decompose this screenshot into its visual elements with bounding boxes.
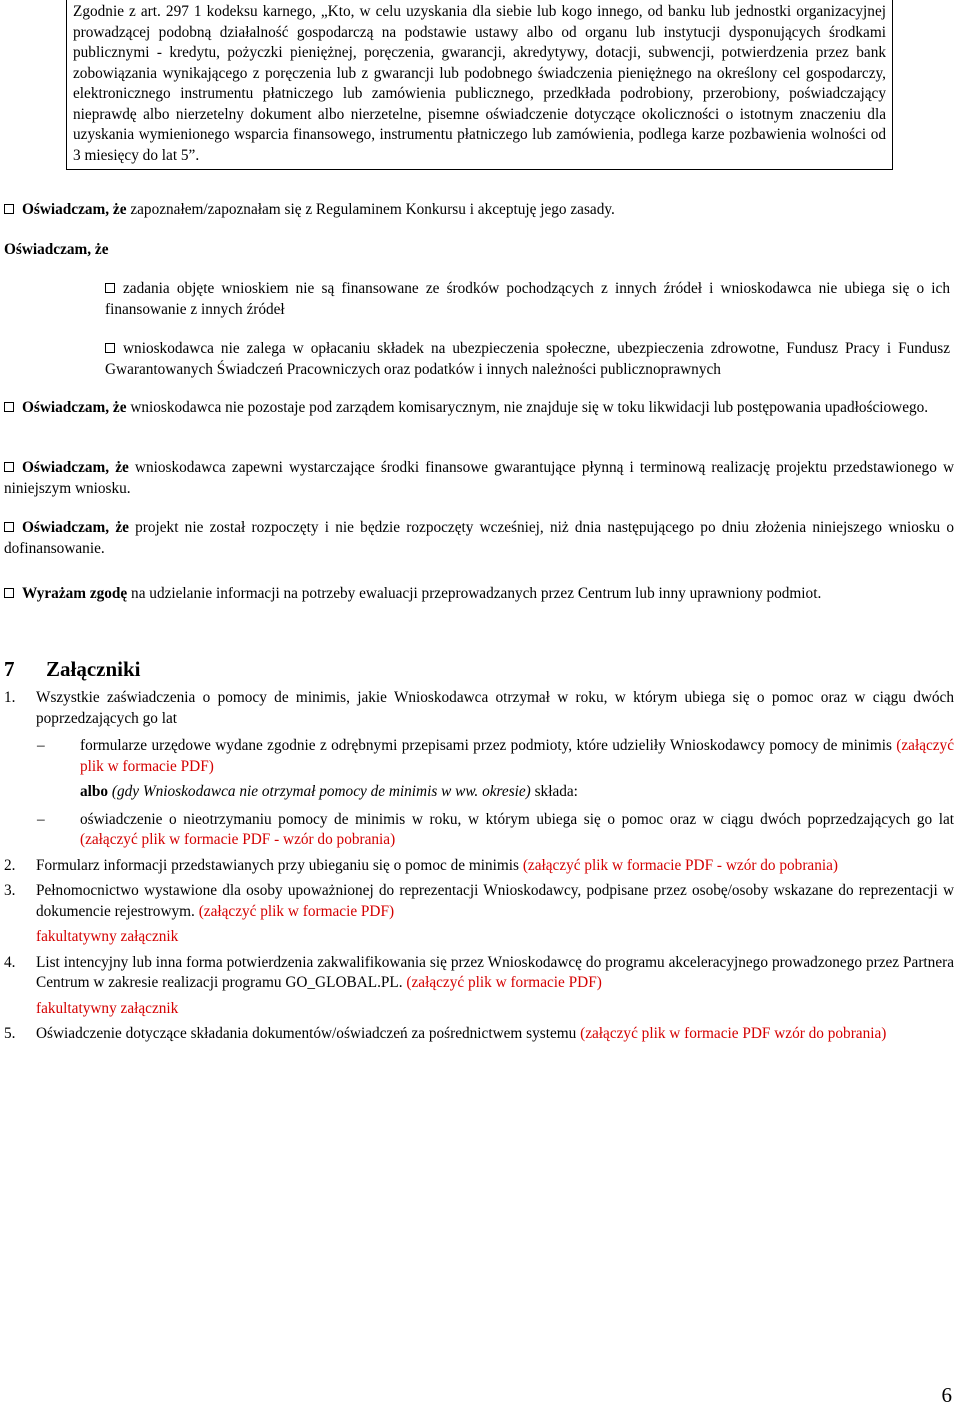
declaration-header [4,240,954,261]
dash-bullet: – [37,737,45,754]
attachment-item-4 [4,953,954,994]
item-text: Formularz informacji przedstawianych przy ubieganiu się o pomoc de minimis [36,856,523,874]
empty-checkbox-icon[interactable] [4,588,14,598]
declaration-funds [4,458,954,499]
attachment-item-5 [4,1024,954,1045]
item-number: 1. [4,689,16,706]
empty-checkbox-icon[interactable] [4,402,14,412]
declaration-project-start [4,518,954,559]
attachment-item-1 [4,688,954,729]
section-number: 7 [4,657,15,681]
declaration-lead: Wyrażam zgodę [22,585,128,602]
pdf-note: (załączyć plik w formacie PDF) [406,974,602,991]
declaration-text: zadania objęte wnioskiem nie są finansowane ze środków pochodzących z innych źródeł i wnioskodawca nie ubiega się o ich finansowanie z innych źródeł [105,280,950,318]
empty-checkbox-icon[interactable] [4,204,14,214]
pdf-note: (załączyć plik w formacie PDF wzór do pobrania) [580,1025,887,1042]
attachment-4-optional [4,999,954,1020]
item-number: 4. [4,953,16,971]
attachment-1-alternative [4,782,954,803]
optional-note: fakultatywny załącznik [36,928,179,945]
declaration-lead: Oświadczam, że [22,459,129,476]
declaration-text: wnioskodawca nie zalega w opłacaniu składek na ubezpieczenia społeczne, ubezpieczenia zdrowotne, Fundusz Pracy i Fundusz Gwarantowanych Świadczeń Pracowniczych oraz podatków i innych należności publicznoprawnych [105,340,950,378]
legal-notice-text: Zgodnie z art. 297 1 kodeksu karnego, „Kto, w celu uzyskania dla siebie lub kogo innego, od banku lub jednostki organizacyjnej prowadzącej podobną działalność gospodarczą na podstawie ustawy albo od organu lub instytucji dysponujących środkami publicznymi - kredytu, pożyczki pieniężnej, poręczenia, gwarancji, akredytywy, dotacji, subwencji, potwierdzenia przez bank zobowiązania wynikającego z poręczenia lub z gwarancji lub podobnego świadczenia pieniężnego na określony cel gospodarczy, elektronicznego instrumentu płatniczego lub zamówienia publicznego, przedkłada podrobiony, przerobiony, poświadczający nieprawdę albo nierzetelny dokument albo nierzetelne, pisemne oświadczenie dotyczące okoliczności o istotnym znaczeniu dla uzyskania wymienionego wsparcia finansowego, instrumentu płatniczego lub zamówienia, podlega karze pozbawienia wolności od 3 miesięcy do lat 5”. [73,3,886,164]
item-number: 3. [4,882,16,899]
section-title: Załączniki [46,657,141,681]
page-number: 6 [941,1383,952,1407]
attachments-list [4,688,954,1045]
declaration-regulamin [4,200,954,221]
declaration-header-text: Oświadczam, że [4,241,109,258]
item-text: formularze urzędowe wydane zgodnie z odrębnymi przepisami przez podmioty, które udzieliły Wnioskodawcy pomocy de minimis [80,737,897,754]
dash-bullet: – [37,810,45,828]
declaration-lead: Oświadczam, że [22,399,127,416]
pdf-note: (załączyć plik w formacie PDF) [198,902,395,920]
item-number: 2. [4,856,16,874]
declaration-text: projekt nie został rozpoczęty i nie będzie rozpoczęty wcześniej, niż dnia następującego po dniu złożenia niniejszego wniosku o dofinansowanie. [4,519,954,557]
pdf-note: (załączyć plik w formacie PDF) [80,737,954,775]
alt-lead: albo [80,783,109,800]
empty-checkbox-icon[interactable] [4,462,14,472]
empty-checkbox-icon[interactable] [4,522,14,532]
declaration-receivership [4,398,954,419]
attachment-3-optional [4,927,954,948]
attachment-item-3 [4,881,954,922]
attachment-1-option-forms [4,736,954,777]
declaration-consent [4,584,954,605]
declaration-text: na udzielanie informacji na potrzeby ewaluacji przeprowadzanych przez Centrum lub inny uprawniony podmiot. [127,585,822,602]
empty-checkbox-icon[interactable] [105,343,115,353]
alt-text: składa: [530,783,578,800]
item-number: 5. [4,1025,16,1042]
declaration-text: zapoznałem/zapoznałam się z Regulaminem Konkursu i akceptuję jego zasady. [126,201,615,218]
pdf-note: (załączyć plik w formacie PDF - wzór do pobrania) [522,856,838,874]
declaration-lead: Oświadczam, że [22,519,129,536]
declaration-sub-arrears [105,339,950,380]
section-heading [4,656,141,682]
attachment-item-2 [4,856,954,877]
empty-checkbox-icon[interactable] [105,283,115,293]
item-text: List intencyjny lub inna forma potwierdzenia zakwalifikowania się przez Wnioskodawcę do programu akceleracyjnego prowadzonego przez Partnera Centrum w zakresie realizacji programu GO_GLOBAL.PL. [36,953,954,991]
declaration-sub-financing [105,279,950,320]
alt-condition: (gdy Wnioskodawca nie otrzymał pomocy de minimis w ww. okresie) [108,783,531,800]
declaration-text: wnioskodawca nie pozostaje pod zarządem komisarycznym, nie znajduje się w toku likwidacji lub postępowania upadłościowego. [126,399,929,416]
item-text: oświadczenie o nieotrzymaniu pomocy de minimis w roku, w którym ubiega się o pomoc oraz w ciągu dwóch poprzedzających go lat [80,810,954,828]
declaration-text: wnioskodawca zapewni wystarczające środki finansowe gwarantujące płynną i terminową realizację projektu przedstawionego w niniejszym wniosku. [4,459,954,497]
legal-notice-box [66,0,893,170]
item-text: Wszystkie zaświadczenia o pomocy de minimis, jakie Wnioskodawca otrzymał w roku, w którym ubiega się o pomoc oraz w ciągu dwóch poprzedzających go lat [36,689,954,727]
optional-note: fakultatywny załącznik [36,999,179,1017]
attachment-1-option-statement [4,810,954,851]
pdf-note: (załączyć plik w formacie PDF - wzór do pobrania) [80,831,396,848]
item-text: Pełnomocnictwo wystawione dla osoby upoważnionej do reprezentacji Wnioskodawcy, podpisane przez osobę/osoby wskazane do reprezentacji w dokumencie rejestrowym. [36,882,954,920]
declaration-lead: Oświadczam, że [22,201,127,218]
item-text: Oświadczenie dotyczące składania dokumentów/oświadczeń za pośrednictwem systemu [36,1025,581,1042]
